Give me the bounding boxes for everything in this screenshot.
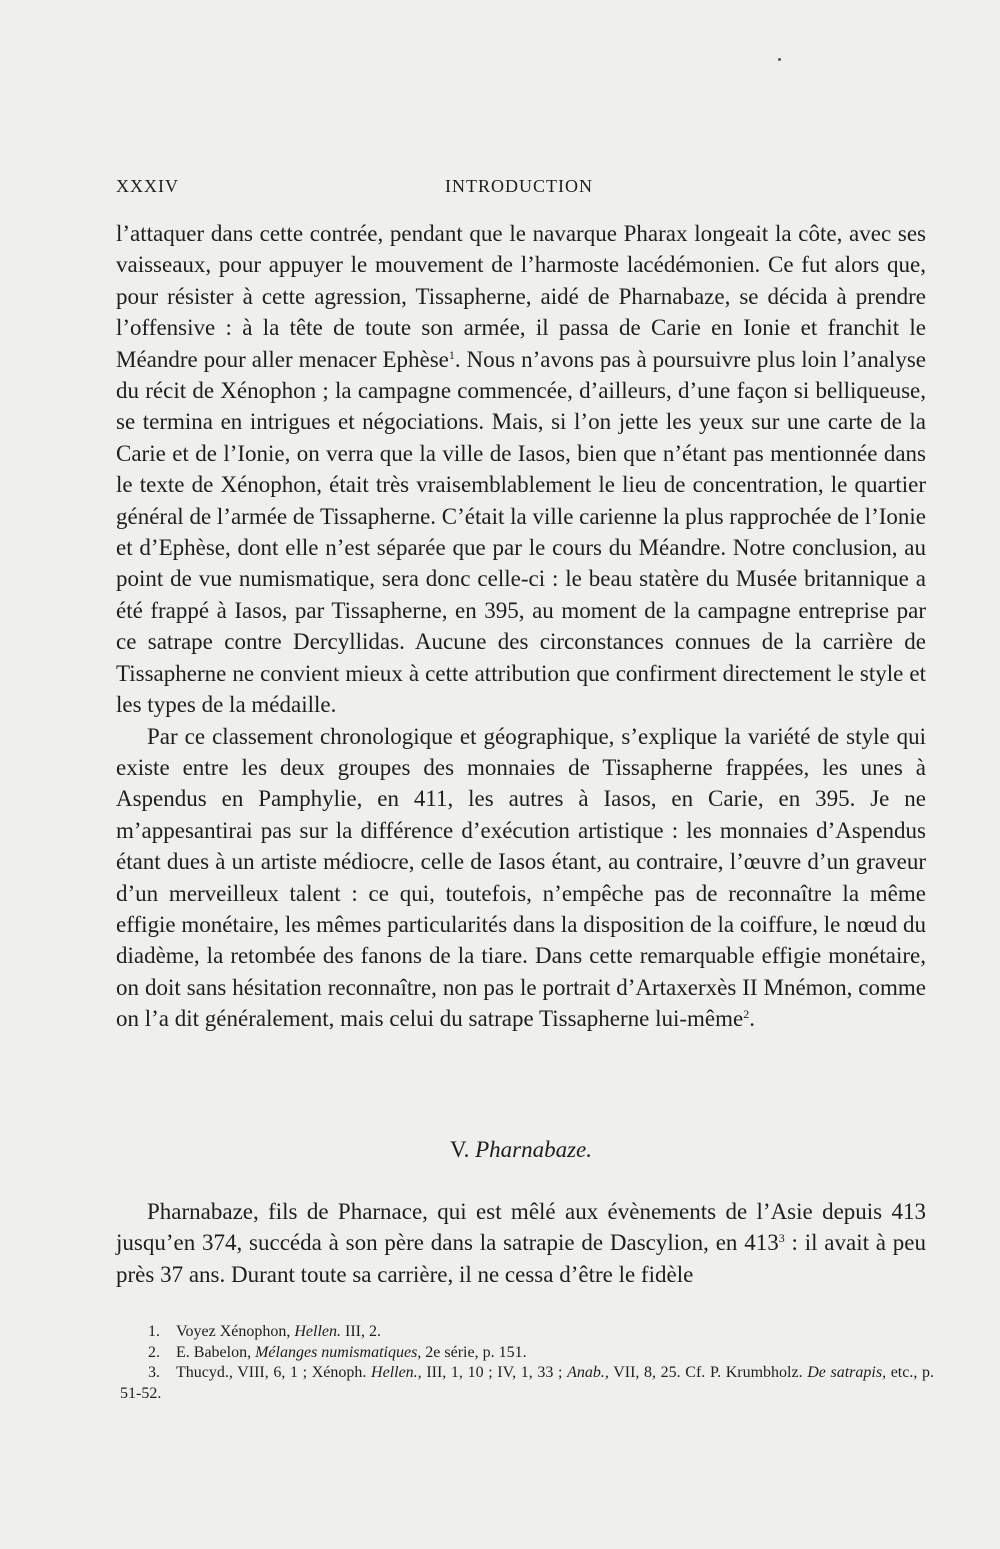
section-numeral: V. (449, 1137, 470, 1162)
paper-speck (778, 58, 781, 61)
paragraph-2-text: Par ce classement chronologique et géographique, s’explique la variété de style qui existe entre les deux groupes des monnaies de Tissapherne frappées, les unes à Aspendus en Pamphylie, en 411, les autres à Iasos, en Carie, en 395. Je ne m’appesantirai pas sur la différence d’exécution artistique : les monnaies d’Aspendus étant dues à un artiste médiocre, celle de Iasos étant, au contraire, l’œuvre d’un graveur d’un merveilleux talent : ce qui, toutefois, n’empêche pas de reconnaître la même effigie monétaire, les mêmes particularités dans la disposition de la coiffure, le nœud du diadème, la retombée des fanons de la tiare. Dans cette remarquable effigie monétaire, on doit sans hésitation reconnaître, non pas le portrait d’Artaxerxès II Mnémon, comme on l’a dit généralement, mais celui du satrape Tissapherne lui-même (116, 723, 926, 1032)
note-ref-2[interactable]: 2 (743, 1007, 750, 1022)
footnote-text: III, 2. (341, 1323, 381, 1340)
paragraph-1 (116, 218, 926, 721)
page-header (116, 176, 922, 206)
section-paragraph (116, 1196, 926, 1290)
paragraph-2-text-cont: . (749, 1006, 755, 1032)
footnote-number: 3. (148, 1364, 160, 1381)
footnote-text: VII, 8, 25. Cf. P. Krumbholz. (608, 1364, 808, 1381)
footnote-number: 2. (148, 1343, 160, 1361)
footnote-italic: Mélanges numismatiques, (255, 1343, 422, 1361)
page-number: XXXIV (116, 176, 179, 196)
paragraph-1-text-cont: . Nous n’avons pas à poursuivre plus loin l’analyse du récit de Xénophon ; la campagne commencée, d’ailleurs, d’une façon si belliqueuse, se termina en intrigues et négociations. Mais, si l’on jette les yeux sur une carte de la Carie et de l’Ionie, on verra que la ville de Iasos, bien que n’étant pas mentionnée dans le texte de Xénophon, était très vraisemblablement le lieu de concentration, le quartier général de l’armée de Tissapherne. C’était la ville carienne la plus rapprochée de l’Ionie et d’Ephèse, dont elle n’est séparée que par le cours du Méandre. Notre conclusion, au point de vue numismatique, sera donc celle-ci : le beau statère du Musée britannique a été frappé à Iasos, par Tissapherne, en 395, au moment de la campagne entreprise par ce satrape contre Dercyllidas. Aucune des circonstances connues de la carrière de Tissapherne ne convient mieux à cette attribution que confirment directement le style et les types de la médaille. (116, 346, 926, 718)
footnote-text: 2e série, p. 151. (421, 1343, 527, 1361)
section-paragraph-text: Pharnabaze, fils de Pharnace, qui est mêlé aux évènements de l’Asie depuis 413 jusqu’en 374, succéda à son père dans la satrapie de Dascylion, en 413 (116, 1199, 926, 1256)
footnote-text: III, 1, 10 ; IV, 1, 33 ; (421, 1364, 568, 1381)
footnote-text: Thucyd., VIII, 6, 1 ; Xénoph. (176, 1364, 372, 1381)
footnote-text: Voyez Xénophon, (176, 1323, 295, 1340)
paragraph-2 (116, 721, 926, 1035)
note-ref-3[interactable]: 3 (778, 1231, 785, 1246)
section-heading (116, 1137, 926, 1163)
footnote-text: E. Babelon, (176, 1343, 256, 1361)
footnote-italic: De satrapis, (807, 1364, 887, 1381)
footnotes (120, 1322, 934, 1404)
note-ref-1[interactable]: 1 (448, 347, 455, 362)
footnote-3 (120, 1363, 934, 1404)
footnote-number: 1. (148, 1323, 160, 1340)
footnote-text: etc., p. 51-52. (120, 1364, 934, 1402)
running-head: INTRODUCTION (445, 176, 593, 196)
footnote-1 (120, 1322, 934, 1343)
main-text (116, 218, 926, 1035)
section-title: Pharnabaze. (475, 1137, 593, 1162)
footnote-italic: Hellen. (294, 1323, 342, 1340)
section-paragraph-text-cont: : il avait à peu près 37 ans. Durant toute sa carrière, il ne cessa d’être le fidèle (116, 1230, 926, 1287)
footnote-italic: Hellen., (371, 1364, 422, 1381)
footnote-italic: Anab., (567, 1364, 609, 1381)
paragraph-1-text: l’attaquer dans cette contrée, pendant que le navarque Pharax longeait la côte, avec ses vaisseaux, pour appuyer le mouvement de l’harmoste lacédémonien. Ce fut alors que, pour résister à cette agression, Tissapherne, aidé de Pharnabaze, se décida à prendre l’offensive : à la tête de toute son armée, il passa de Carie en Ionie et franchit le Méandre pour aller menacer Ephèse (116, 221, 926, 372)
footnote-2 (120, 1343, 934, 1364)
